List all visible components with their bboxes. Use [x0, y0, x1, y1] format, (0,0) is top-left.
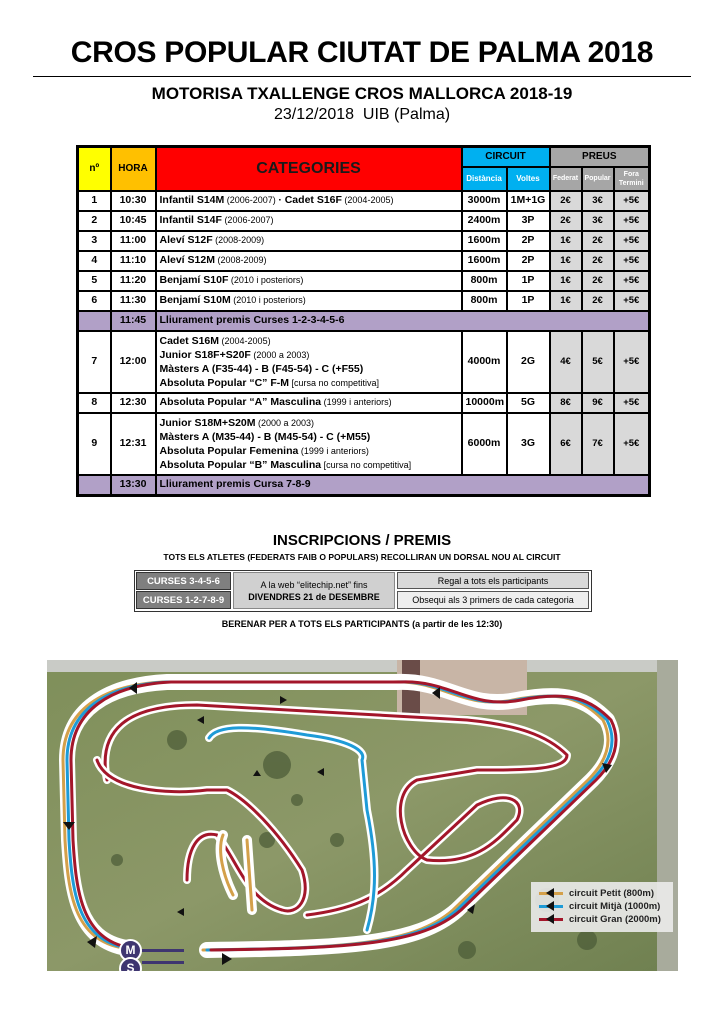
category-years: (2010 i posteriors)	[228, 275, 304, 285]
price-popular: 5€	[582, 331, 614, 393]
category-cell	[156, 331, 462, 393]
category-name: Benjamí S10M	[159, 294, 231, 306]
race-time: 10:45	[111, 211, 156, 231]
price-popular: 7€	[582, 413, 614, 475]
price-federat: 1€	[550, 251, 582, 271]
map-legend	[531, 882, 673, 932]
legend-label: circuit Petit (800m)	[569, 887, 654, 899]
race-distance: 3000m	[462, 191, 507, 211]
group-label-2: CURSES 1-2-7-8-9	[136, 591, 231, 609]
inscripcions-title: INSCRIPCIONS / PREMIS	[272, 532, 452, 549]
race-distance: 2400m	[462, 211, 507, 231]
race-laps: 3P	[507, 211, 550, 231]
race-time: 12:30	[111, 393, 156, 413]
price-federat: 2€	[550, 191, 582, 211]
award-row	[78, 475, 650, 496]
category-name: Cadet S16M	[159, 334, 220, 347]
prize-all: Regal a tots els participants	[397, 572, 589, 589]
award-time: 11:45	[111, 311, 156, 331]
category-years: (2008-2009)	[212, 235, 265, 245]
race-distance: 6000m	[462, 413, 507, 475]
legend-swatch-mitja	[539, 905, 563, 908]
category-name: Infantil S14M	[159, 194, 225, 206]
race-distance: 800m	[462, 271, 507, 291]
race-laps: 2G	[507, 331, 550, 393]
award-time: 13:30	[111, 475, 156, 496]
category-years: (2000 a 2003)	[255, 417, 315, 428]
event-venue: UIB (Palma)	[362, 106, 451, 123]
category-years: (2004-2005)	[219, 335, 271, 346]
race-row	[78, 191, 650, 211]
category-name: Màsters A (F35-44) - B (F45-54) - C (+F55)	[159, 362, 364, 375]
category-name: Junior S18F+S20F	[159, 348, 251, 361]
registration-web: A la web “elitechip.net” fins	[260, 579, 368, 590]
race-row	[78, 231, 650, 251]
category-name: Aleví S12M	[159, 254, 215, 266]
price-late: +5€	[614, 211, 650, 231]
price-popular: 3€	[582, 191, 614, 211]
price-late: +5€	[614, 413, 650, 475]
category-line	[160, 444, 458, 458]
start-badge-s: S	[119, 957, 142, 971]
category-name: Absoluta Popular “A” Masculina	[159, 396, 322, 408]
race-time: 11:20	[111, 271, 156, 291]
prize-top3: Obsequi als 3 primers de cada categoria	[397, 591, 589, 609]
header-categories: CATEGORIES	[156, 147, 462, 191]
race-number: 3	[78, 231, 111, 251]
race-number: 6	[78, 291, 111, 311]
race-distance: 800m	[462, 291, 507, 311]
category-line	[160, 214, 274, 226]
registration-deadline: DIVENDRES 21 de DESEMBRE	[248, 591, 380, 602]
legend-item-petit	[539, 887, 654, 899]
race-number: 9	[78, 413, 111, 475]
race-number: 5	[78, 271, 111, 291]
race-laps: 3G	[507, 413, 550, 475]
category-years: [cursa no competitiva]	[321, 459, 412, 470]
race-laps: 1P	[507, 271, 550, 291]
group-label-1: CURSES 3-4-5-6	[136, 572, 231, 590]
price-late: +5€	[614, 251, 650, 271]
legend-label: circuit Gran (2000m)	[569, 913, 661, 925]
category-line	[160, 348, 458, 362]
category-line	[160, 458, 458, 472]
category-years: (2000 a 2003)	[250, 349, 310, 360]
award-row	[78, 311, 650, 331]
category-name: · Cadet S16F	[278, 194, 342, 206]
category-cell	[156, 231, 462, 251]
race-number: 4	[78, 251, 111, 271]
race-laps: 2P	[507, 251, 550, 271]
price-late: +5€	[614, 393, 650, 413]
title-divider	[33, 76, 691, 77]
race-distance: 10000m	[462, 393, 507, 413]
price-federat: 1€	[550, 231, 582, 251]
category-line	[160, 254, 267, 266]
legend-swatch-gran	[539, 918, 563, 921]
price-popular: 2€	[582, 291, 614, 311]
category-cell	[156, 271, 462, 291]
category-line	[160, 396, 392, 408]
category-cell	[156, 393, 462, 413]
price-popular: 2€	[582, 231, 614, 251]
category-cell	[156, 291, 462, 311]
race-distance: 1600m	[462, 251, 507, 271]
price-federat: 2€	[550, 211, 582, 231]
category-years: [cursa no competitiva]	[289, 377, 380, 388]
category-cell	[156, 251, 462, 271]
category-name: Junior S18M+S20M	[159, 416, 256, 429]
start-line-s	[142, 961, 184, 964]
price-late: +5€	[614, 291, 650, 311]
award-text: Lliurament premis Curses 1-2-3-4-5-6	[156, 311, 650, 331]
category-line	[160, 416, 458, 430]
race-time: 11:30	[111, 291, 156, 311]
price-popular: 9€	[582, 393, 614, 413]
race-row	[78, 393, 650, 413]
category-years: (2006-2007)	[221, 215, 274, 225]
category-line	[278, 194, 393, 206]
category-cell	[156, 413, 462, 475]
race-row	[78, 271, 650, 291]
race-distance: 4000m	[462, 331, 507, 393]
category-line	[160, 430, 458, 444]
race-time: 11:10	[111, 251, 156, 271]
category-name: Aleví S12F	[159, 234, 213, 246]
header-circuit: CIRCUIT	[462, 147, 550, 167]
race-row	[78, 413, 650, 475]
header-distancia: Distància	[462, 167, 507, 191]
category-name: Absoluta Popular Femenina	[159, 444, 299, 457]
award-text: Lliurament premis Cursa 7-8-9	[156, 475, 650, 496]
legend-item-gran	[539, 913, 661, 925]
legend-swatch-petit	[539, 892, 563, 895]
race-laps: 2P	[507, 231, 550, 251]
race-number: 1	[78, 191, 111, 211]
race-laps: 1P	[507, 291, 550, 311]
category-years: (1999 i anteriors)	[321, 397, 392, 407]
race-time: 12:31	[111, 413, 156, 475]
race-number: 8	[78, 393, 111, 413]
category-line	[160, 334, 458, 348]
header-federat: Federat	[550, 167, 582, 191]
category-name: Infantil S14F	[159, 214, 222, 226]
price-late: +5€	[614, 331, 650, 393]
price-popular: 2€	[582, 251, 614, 271]
header-num: nº	[78, 147, 111, 191]
race-laps: 1M+1G	[507, 191, 550, 211]
category-years: (2010 i posteriors)	[230, 295, 306, 305]
category-years: (2004-2005)	[341, 195, 394, 205]
race-time: 10:30	[111, 191, 156, 211]
race-row	[78, 251, 650, 271]
berenar-note: BERENAR PER A TOTS ELS PARTICIPANTS (a partir de les 12:30)	[221, 619, 503, 629]
price-popular: 3€	[582, 211, 614, 231]
header-popular: Popular	[582, 167, 614, 191]
price-popular: 2€	[582, 271, 614, 291]
price-federat: 8€	[550, 393, 582, 413]
price-late: +5€	[614, 231, 650, 251]
page-title: CROS POPULAR CIUTAT DE PALMA 2018	[70, 36, 654, 69]
category-cell	[156, 191, 462, 211]
race-row	[78, 291, 650, 311]
header-preus: PREUS	[550, 147, 650, 167]
price-late: +5€	[614, 271, 650, 291]
header-fora-termini: Fora Termini	[614, 167, 650, 191]
race-row	[78, 331, 650, 393]
price-federat: 1€	[550, 291, 582, 311]
inscripcions-box	[134, 570, 592, 612]
category-cell	[156, 211, 462, 231]
category-name: Benjamí S10F	[159, 274, 229, 286]
race-laps: 5G	[507, 393, 550, 413]
category-line	[160, 362, 458, 376]
price-federat: 4€	[550, 331, 582, 393]
category-name: Absoluta Popular “B” Masculina	[159, 458, 322, 471]
category-name: Màsters A (M35-44) - B (M45-54) - C (+M55)	[159, 430, 371, 443]
category-line	[160, 194, 279, 206]
inscripcions-subtitle: TOTS ELS ATLETES (FEDERATS FAIB O POPULARS) RECOLLIRAN UN DORSAL NOU AL CIRCUIT	[163, 552, 561, 562]
road-strip	[47, 660, 678, 672]
category-line	[160, 234, 265, 246]
price-federat: 6€	[550, 413, 582, 475]
start-badge-m: M	[119, 939, 142, 962]
category-years: (2008-2009)	[214, 255, 267, 265]
legend-label: circuit Mitjà (1000m)	[569, 900, 661, 912]
price-late: +5€	[614, 191, 650, 211]
race-time: 11:00	[111, 231, 156, 251]
legend-item-mitja	[539, 900, 660, 912]
race-number: 7	[78, 331, 111, 393]
series-subtitle: MOTORISA TXALLENGE CROS MALLORCA 2018-19	[151, 84, 573, 103]
category-line	[160, 294, 306, 306]
schedule-table	[76, 145, 651, 497]
race-row	[78, 211, 650, 231]
header-hora: HORA	[111, 147, 156, 191]
category-line	[160, 274, 304, 286]
start-line-m	[142, 949, 184, 952]
category-name: Absoluta Popular “C” F-M	[159, 376, 289, 389]
race-distance: 1600m	[462, 231, 507, 251]
category-years: (1999 i anteriors)	[298, 445, 369, 456]
registration-info	[233, 572, 395, 609]
race-time: 12:00	[111, 331, 156, 393]
race-number: 2	[78, 211, 111, 231]
category-years: (2006-2007)	[224, 195, 279, 205]
date-venue	[0, 106, 724, 124]
event-date: 23/12/2018	[273, 106, 355, 123]
category-line	[160, 376, 458, 390]
header-voltes: Voltes	[507, 167, 550, 191]
price-federat: 1€	[550, 271, 582, 291]
